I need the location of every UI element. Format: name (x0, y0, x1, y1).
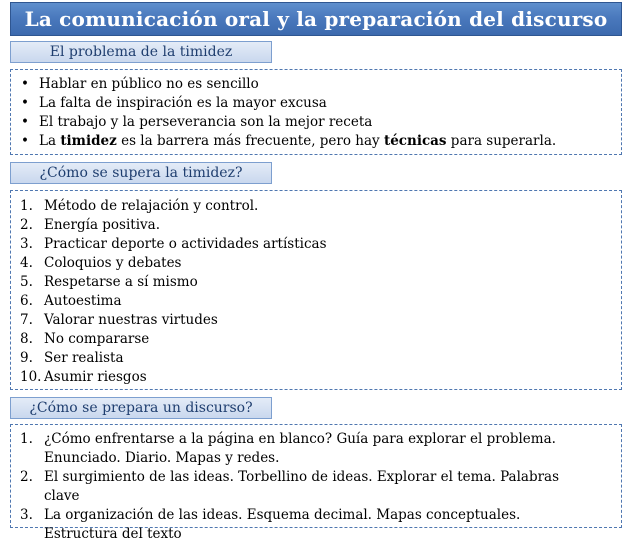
bullet-list (11, 75, 621, 151)
emphasis-timidez: timidez (60, 133, 117, 149)
section-box-timidity-problem (10, 69, 622, 155)
list-item: • La timidez es la barrera más frecuente, pero hay técnicas para superarla. (21, 133, 557, 149)
section-box-overcome-timidity (10, 190, 622, 390)
section-tab-timidity-problem (10, 41, 272, 63)
list-item: 10. Asumir riesgos (20, 369, 147, 385)
page-title: La comunicación oral y la preparación del discurso (24, 7, 608, 31)
list-item: • El trabajo y la perseverancia son la mejor receta (21, 114, 373, 130)
list-item: 2. El surgimiento de las ideas. Torbellino de ideas. Explorar el tema. Palabras clave (20, 469, 560, 504)
list-item: 6. Autoestima (20, 293, 122, 309)
list-item: 9. Ser realista (20, 350, 124, 366)
title-banner (10, 2, 622, 36)
emphasis-tecnicas: técnicas (383, 133, 447, 149)
list-item: 3. Practicar deporte o actividades artísticas (20, 236, 327, 252)
list-item: 1. ¿Cómo enfrentarse a la página en blanco? Guía para explorar el problema. Enunciado. Diario. Mapas y redes. (20, 431, 556, 466)
section-box-prepare-speech (10, 424, 622, 542)
list-item: 2. Energía positiva. (20, 217, 161, 233)
bullet-icon: • (21, 133, 29, 149)
numbered-list (11, 430, 621, 544)
bullet-icon: • (21, 76, 29, 92)
section-tab-label: ¿Cómo se supera la timidez? (39, 165, 243, 181)
list-item: • Hablar en público no es sencillo (21, 76, 259, 92)
bullet-icon: • (21, 114, 29, 130)
list-item: 5. Respetarse a sí mismo (20, 274, 198, 290)
list-item: • La falta de inspiración es la mayor excusa (21, 95, 327, 111)
list-item: 3. La organización de las ideas. Esquema decimal. Mapas conceptuales. Estructura del texto (20, 507, 521, 542)
list-item: 4. Coloquios y debates (20, 255, 182, 271)
section-tab-overcome-timidity (10, 162, 272, 184)
list-item: 8. No compararse (20, 331, 150, 347)
bullet-icon: • (21, 95, 29, 111)
section-tab-prepare-speech (10, 397, 272, 419)
numbered-list (11, 197, 621, 387)
section-tab-label: ¿Cómo se prepara un discurso? (29, 400, 253, 416)
list-item: 7. Valorar nuestras virtudes (20, 312, 218, 328)
list-item: 1. Método de relajación y control. (20, 198, 259, 214)
section-tab-label: El problema de la timidez (49, 44, 233, 60)
